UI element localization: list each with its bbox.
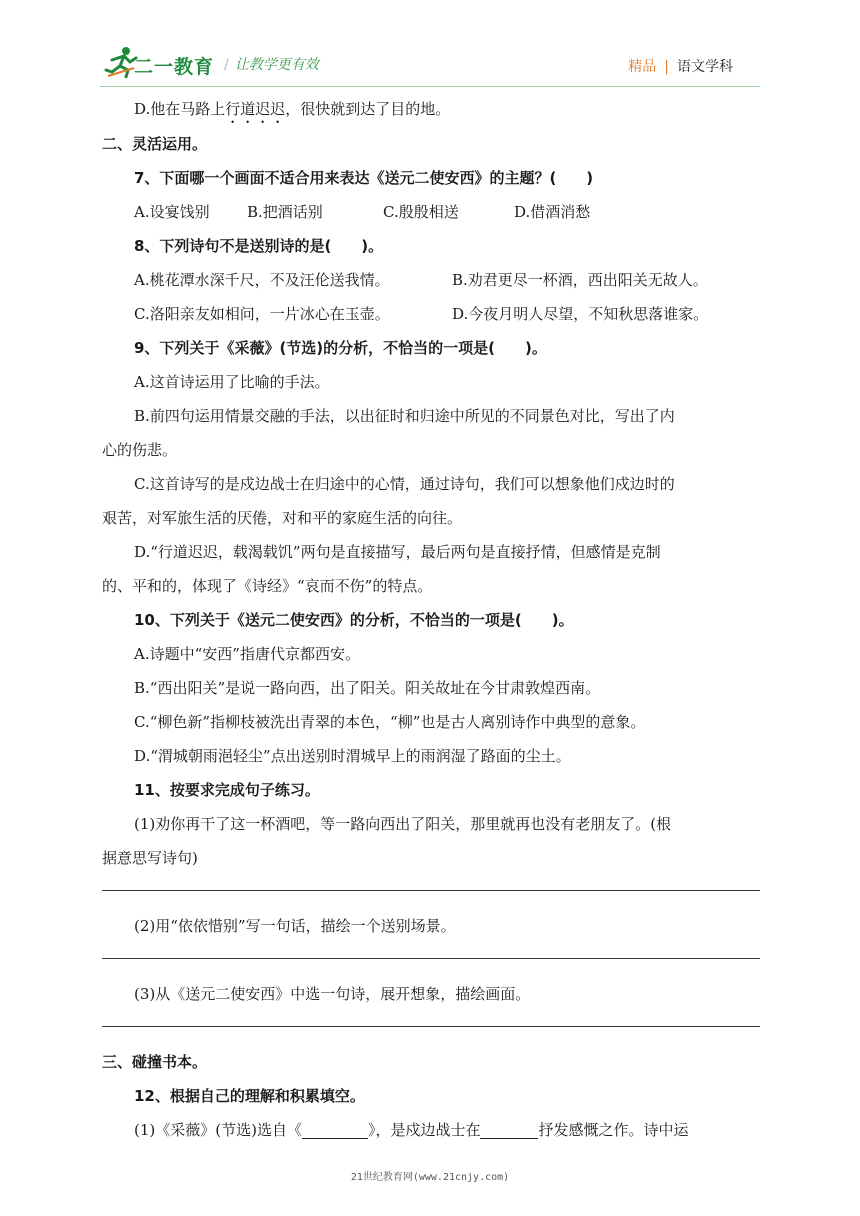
q12-part-1 [102, 1113, 764, 1147]
q11-part-1-answer-line[interactable] [102, 890, 760, 891]
q9-option-d-line-2: 的、平和的，体现了《诗经》“哀而不伤”的特点。 [102, 577, 433, 595]
q10-stem: 10、下列关于《送元二使安西》的分析，不恰当的一项是( )。 [134, 611, 574, 629]
logo-text: 二一教育 [134, 56, 215, 78]
q12-stem: 12、根据自己的理解和积累填空。 [134, 1087, 365, 1105]
q12-part-1-text-b: 》，是戍边战士在 [367, 1121, 481, 1139]
q12-blank-1[interactable] [302, 1118, 368, 1139]
q9-option-d-line-1: D.“行道迟迟，载渴载饥”两句是直接描写，最后两句是直接抒情，但感情是克制 [134, 543, 661, 561]
subject-label: 语文学科 [677, 59, 733, 75]
q10-option-c: C.“柳色新”指柳枝被洗出青翠的本色，“柳”也是古人离别诗作中典型的意象。 [134, 713, 646, 731]
q11-part-3-answer-line[interactable] [102, 1026, 760, 1027]
q11-part-2-answer-line[interactable] [102, 958, 760, 959]
q6-option-d-prefix: D.他在马路上 [134, 100, 226, 118]
q10-option-d: D.“渭城朝雨浥轻尘”点出送别时渭城早上的雨润湿了路面的尘土。 [134, 747, 571, 765]
q7-option-c: C.殷殷相送 [383, 203, 459, 221]
worksheet-content [102, 92, 764, 1147]
q9-option-a: A.这首诗运用了比喻的手法。 [134, 373, 330, 391]
page-footer: 21世纪教育网(www.21cnjy.com) [350, 1172, 510, 1183]
logo [104, 46, 214, 80]
q8-options-row-2 [102, 297, 764, 331]
q12-blank-2[interactable] [480, 1118, 538, 1139]
q11-stem: 11、按要求完成句子练习。 [134, 781, 320, 799]
runner-logo-icon [104, 46, 138, 78]
slogan [224, 54, 319, 74]
q6-option-d [102, 92, 764, 127]
premium-label: 精品 [628, 59, 657, 75]
q12-part-1-text-a: (1)《采薇》(节选)选自《 [134, 1121, 302, 1139]
q8-option-b: B.劝君更尽一杯酒，西出阳关无故人。 [452, 271, 708, 289]
q9-option-c-line-1: C.这首诗写的是戍边战士在归途中的心情，通过诗句，我们可以想象他们戍边时的 [134, 475, 675, 493]
q8-option-d: D.今夜月明人尽望，不知秋思落谁家。 [452, 305, 709, 323]
q11-part-2: (2)用“依依惜别”写一句话，描绘一个送别场景。 [134, 917, 456, 935]
q8-options-row-1 [102, 263, 764, 297]
q9-option-b-line-1: B.前四句运用情景交融的手法，以出征时和归途中所见的不同景色对比，写出了内 [134, 407, 675, 425]
q7-option-d: D.借酒消愁 [514, 203, 591, 221]
q11-part-1-line-1: (1)劝你再干了这一杯酒吧，等一路向西出了阳关，那里就再也没有老朋友了。(根 [134, 815, 672, 833]
q8-option-a: A.桃花潭水深千尺，不及汪伦送我情。 [134, 271, 390, 289]
q6-option-d-emphasis: 行道迟迟 [225, 100, 286, 118]
q9-option-c-line-2: 艰苦，对军旅生活的厌倦，对和平的家庭生活的向往。 [102, 509, 463, 527]
q7-stem: 7、下面哪一个画面不适合用来表达《送元二使安西》的主题？( ) [134, 169, 594, 187]
q11-part-3: (3)从《送元二使安西》中选一句诗，展开想象，描绘画面。 [134, 985, 531, 1003]
section-2-heading: 二、灵活运用。 [102, 135, 208, 153]
q10-option-a: A.诗题中“安西”指唐代京都西安。 [134, 645, 360, 663]
q8-stem: 8、下列诗句不是送别诗的是( )。 [134, 237, 384, 255]
q9-stem: 9、下列关于《采薇》(节选)的分析，不恰当的一项是( )。 [134, 339, 547, 357]
q12-part-1-text-c: 抒发感慨之作。诗中运 [538, 1121, 689, 1139]
q10-option-b: B.“西出阳关”是说一路向西，出了阳关。阳关故址在今甘肃敦煌西南。 [134, 679, 601, 697]
q7-options [102, 195, 764, 229]
header-divider: | [664, 59, 669, 75]
section-3-heading: 三、碰撞书本。 [102, 1053, 208, 1071]
q11-part-1-line-2: 据意思写诗句) [102, 849, 198, 867]
slogan-text: 让教学更有效 [234, 57, 319, 73]
q8-option-c: C.洛阳亲友如相问，一片冰心在玉壶。 [134, 305, 390, 323]
q7-option-a: A.设宴饯别 [134, 203, 210, 221]
q6-option-d-suffix: ，很快就到达了目的地。 [285, 100, 451, 118]
q9-option-b-line-2: 心的伤悲。 [102, 441, 178, 459]
header-right [628, 56, 733, 76]
page-header [0, 0, 860, 90]
header-rule [100, 86, 760, 87]
q7-option-b: B.把酒话别 [247, 203, 323, 221]
slogan-divider: / [224, 57, 229, 73]
